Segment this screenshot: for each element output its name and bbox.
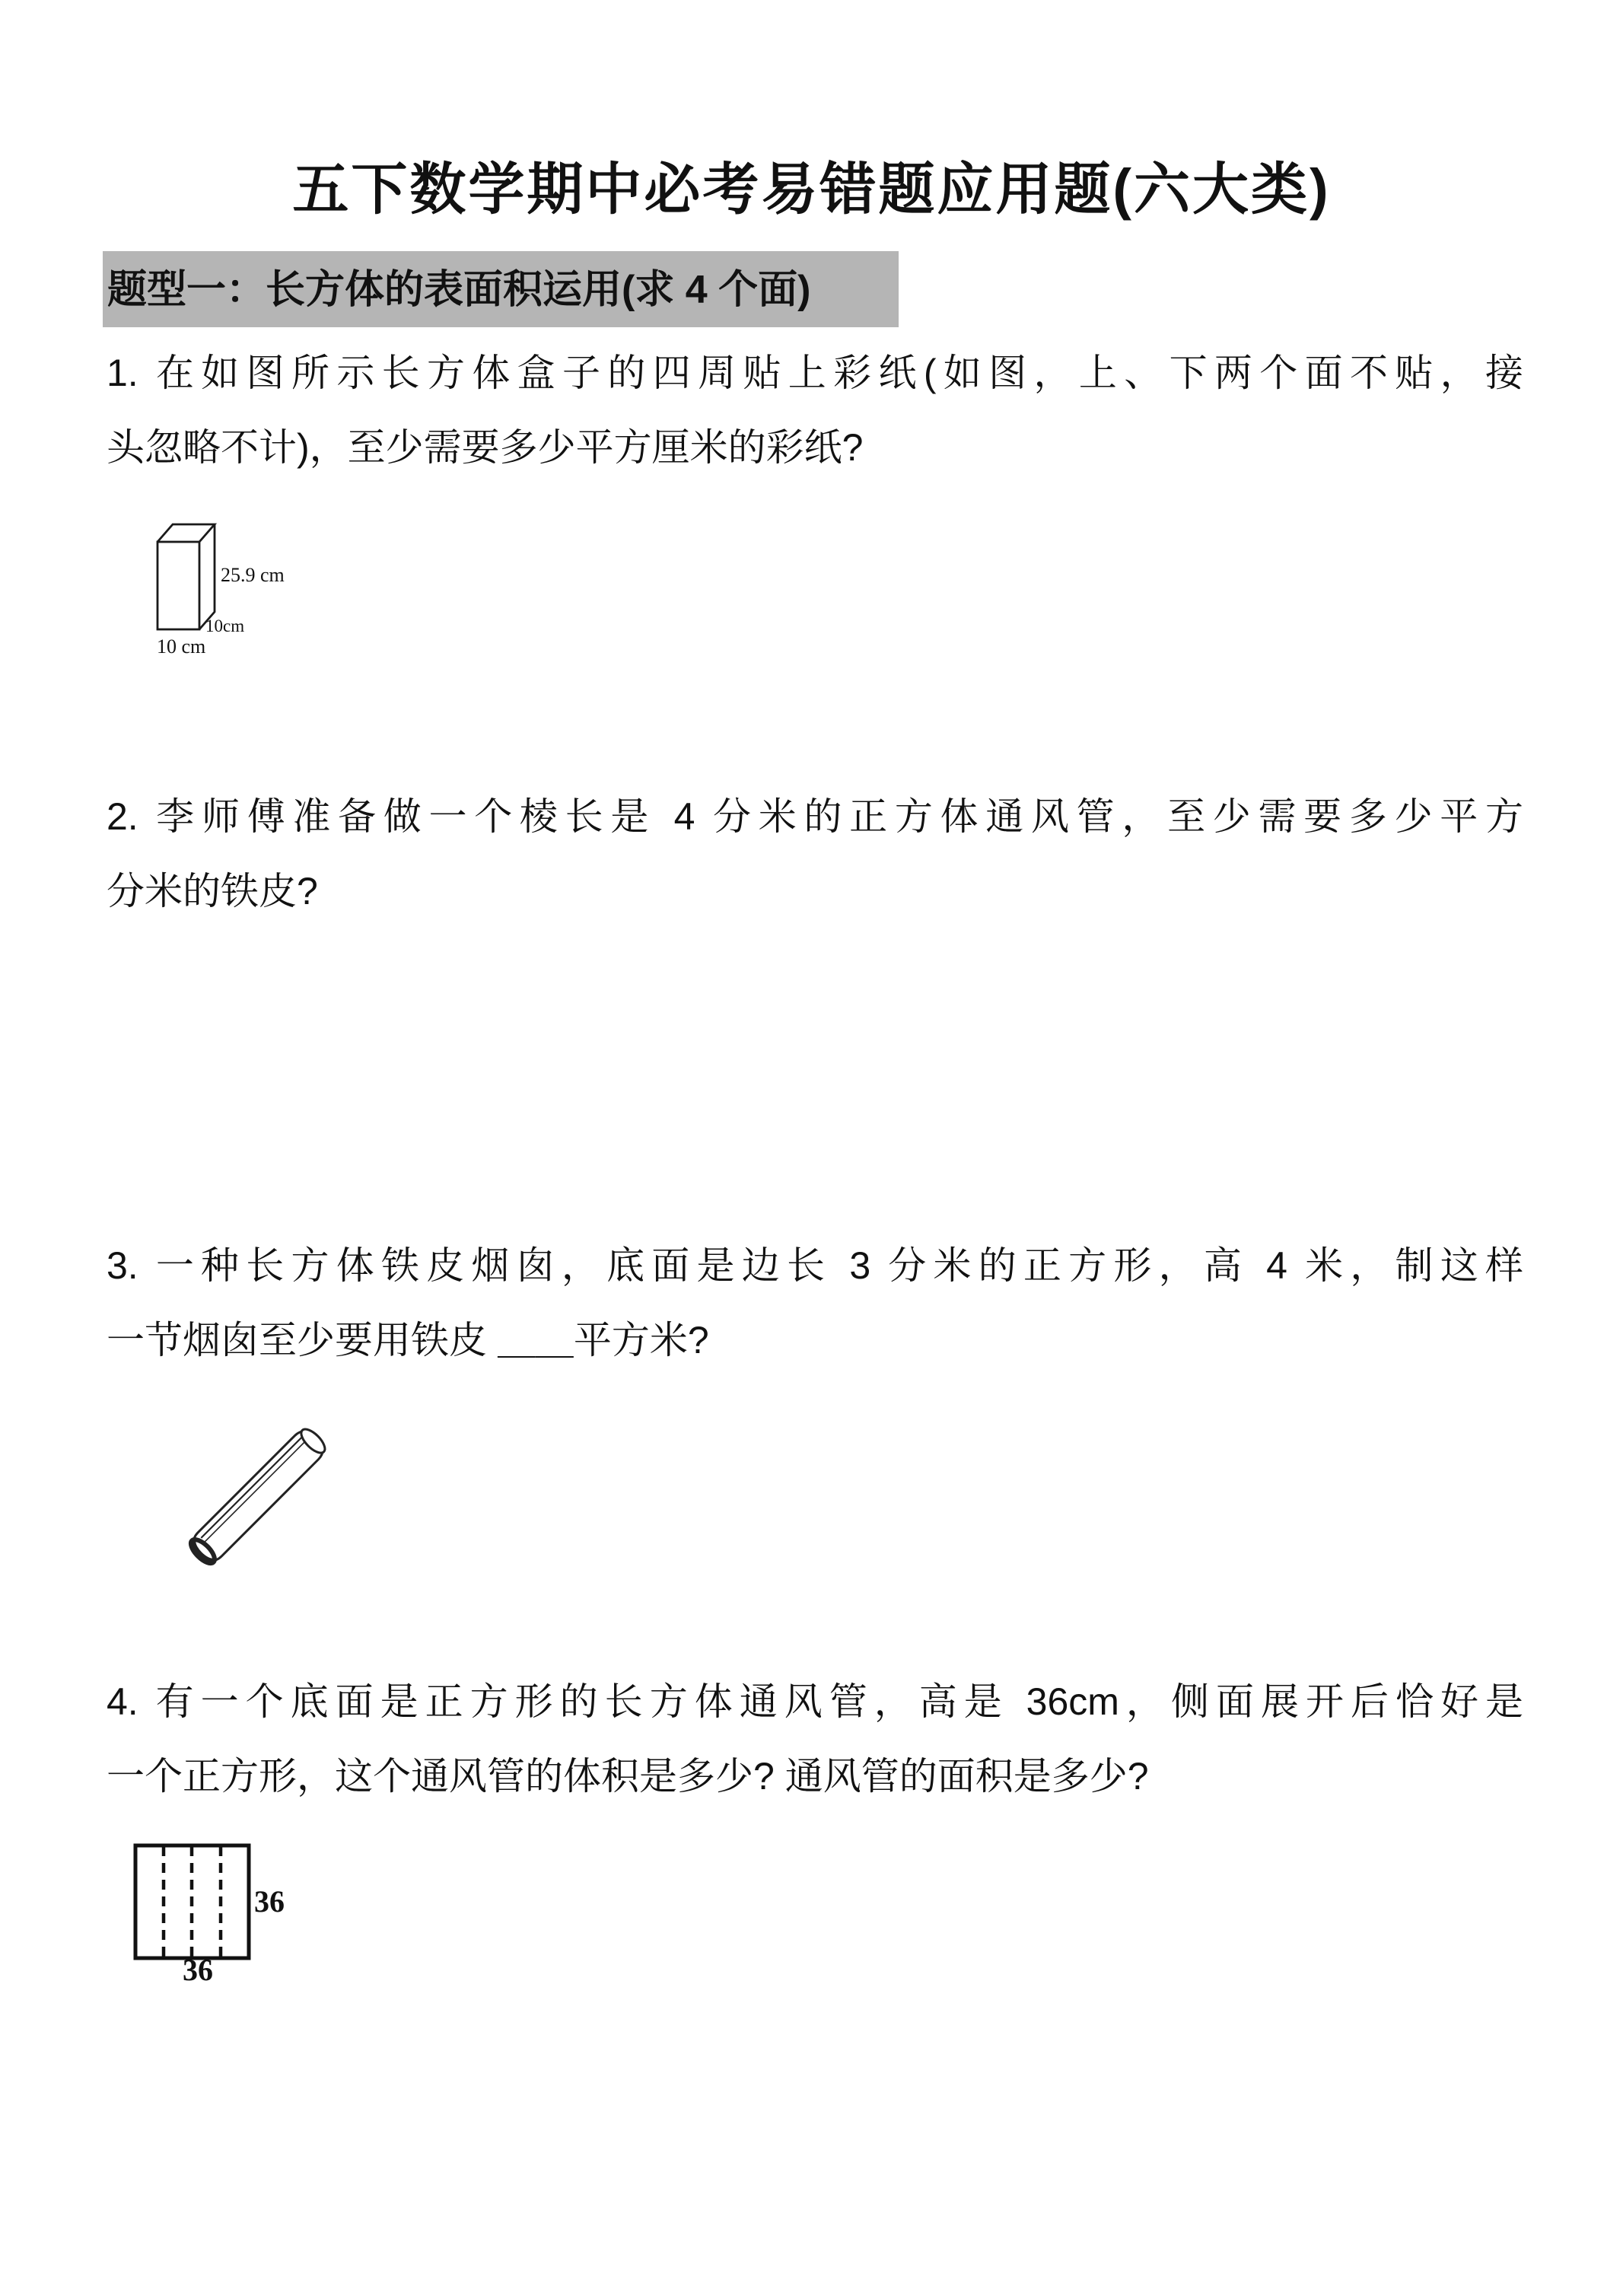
section-header: [103, 251, 899, 327]
problem-4-line-1: 4. 有一个底面是正方形的长方体通风管，高是 36cm，侧面展开后恰好是: [107, 1680, 1523, 1723]
cuboid-width-label: 10 cm: [157, 635, 206, 658]
cuboid-height-label: 25.9 cm: [221, 564, 285, 586]
problem-2-line-2: 分米的铁皮?: [107, 870, 318, 912]
problem-1-line-2: 头忽略不计)，至少需要多少平方厘米的彩纸?: [107, 426, 864, 469]
chimney-figure: [148, 1400, 369, 1591]
net-right-label: 36: [254, 1884, 285, 1919]
problem-4-line-2: 一个正方形，这个通风管的体积是多少? 通风管的面积是多少?: [107, 1755, 1149, 1798]
problem-3-line-1: 3. 一种长方体铁皮烟囱，底面是边长 3 分米的正方形，高 4 米，制这样: [107, 1244, 1523, 1287]
cuboid-figure: [114, 517, 358, 670]
chimney-tube: [186, 1425, 330, 1568]
problem-3-line-2: 一节烟囱至少要用铁皮 ＿＿平方米?: [107, 1319, 709, 1361]
page-title: 五下数学期中必考易错题应用题(六大类): [292, 158, 1331, 221]
problem-1-line-1: 1. 在如图所示长方体盒子的四周贴上彩纸(如图，上、下两个面不贴，接: [107, 352, 1523, 394]
problem-2-line-1: 2. 李师傅准备做一个棱长是 4 分米的正方体通风管，至少需要多少平方: [107, 795, 1523, 838]
cuboid-depth-label: 10cm: [205, 616, 245, 635]
cuboid-outline: [158, 524, 215, 629]
net-bottom-label: 36: [183, 1953, 213, 1987]
net-fold-lines: [164, 1846, 221, 1962]
section-header-label: 题型一：长方体的表面积运用(求 4 个面): [107, 268, 811, 312]
square-net-figure: [107, 1842, 380, 2078]
